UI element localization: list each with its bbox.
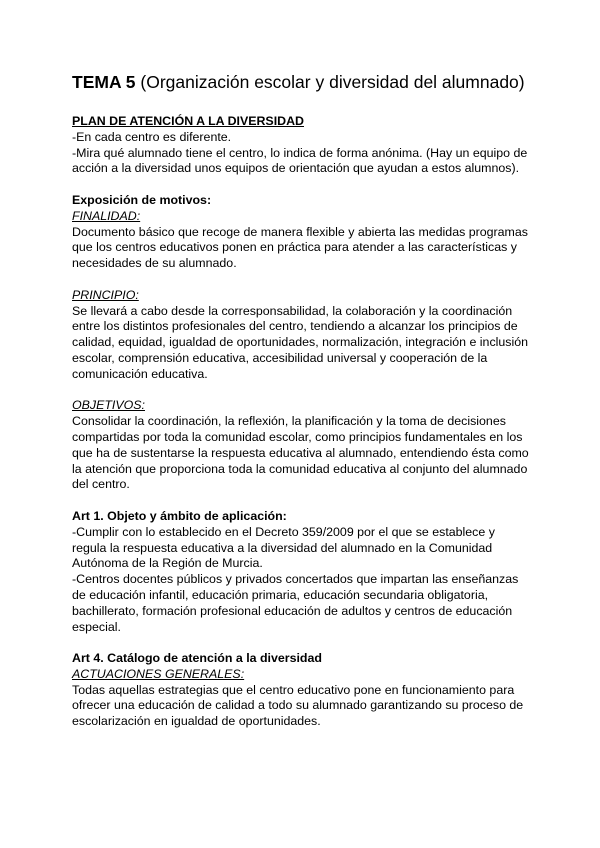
plan-line-1: -En cada centro es diferente. [72,129,232,144]
art1-heading: Art 1. Objeto y ámbito de aplicación: [72,508,287,523]
finalidad-text: Documento básico que recoge de manera flexible y abierta las medidas programas que los centros educativos ponen en práctica para atender a las características y necesidades de su alumnado. [72,224,528,271]
finalidad-label: FINALIDAD: [72,208,141,223]
motivos-heading: Exposición de motivos: [72,192,212,207]
plan-heading: PLAN DE ATENCIÓN A LA DIVERSIDAD [72,114,304,128]
art1-line-1: -Cumplir con lo establecido en el Decreto 359/2009 por el que se establece y regula la respuesta educativa a la diversidad del alumnado en la Comunidad Autónoma de la Región de Murcia. [72,524,495,571]
title-topic-number: TEMA 5 [72,72,136,92]
principio-text: Se llevará a cabo desde la corresponsabilidad, la colaboración y la coordinación entre los distintos profesionales del centro, tendiendo a alcanzar los principios de calidad, equidad, igualdad de oportunidades, normalización, integración e inclusión escolar, comprensión educativa, accesibilidad universal y cooperación de la comunicación educativa. [72,303,529,381]
objetivos-label: OBJETIVOS: [72,398,145,413]
art4-heading: Art 4. Catálogo de atención a la diversidad [72,651,322,666]
objetivos-text: Consolidar la coordinación, la reflexión, la planificación y la toma de decisiones compartidas por toda la comunidad escolar, como principios fundamentales en los que ha de sustentarse la respuesta educativa al alumnado, entendiendo ésta como la atención que proporciona toda la comunidad educativa al conjunto del alumnado del centro. [72,414,529,492]
actuaciones-text: Todas aquellas estrategias que el centro educativo pone en funcionamiento para ofrecer una educación de calidad a todo su alumnado garantizando su proceso de escolarización en igualdad de oportunidades. [72,682,524,729]
art1-line-2: -Centros docentes públicos y privados concertados que impartan las enseñanzas de educación infantil, educación primaria, educación secundaria obligatoria, bachillerato, formación profesional educación de adultos y centros de educación especial. [72,572,519,634]
actuaciones-label: ACTUACIONES GENERALES: [72,666,245,681]
principio-label: PRINCIPIO: [72,287,139,302]
plan-line-2: -Mira qué alumnado tiene el centro, lo indica de forma anónima. (Hay un equipo de acción a la diversidad unos equipos de orientación que ayudan a estos alumnos). [72,145,528,176]
title-topic-name: (Organización escolar y diversidad del alumnado) [135,72,525,92]
document-body [72,114,532,730]
page-title [72,72,525,93]
